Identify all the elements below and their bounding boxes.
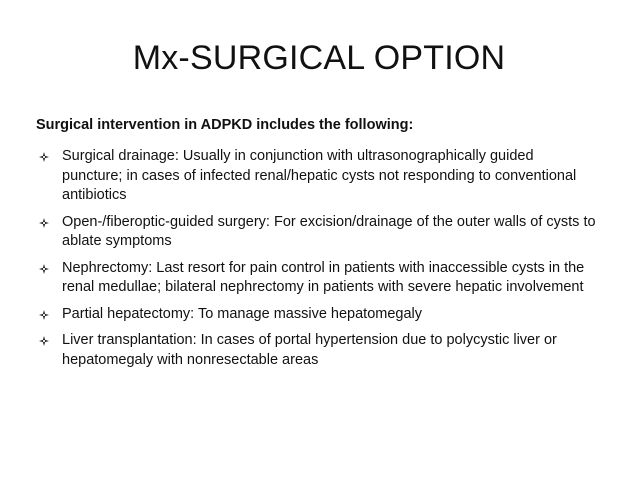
bullet-text: Partial hepatectomy: To manage massive hepatomegaly xyxy=(62,305,423,322)
bullet-text: Nephrectomy: Last resort for pain control in patients with inaccessible cysts in the renal medullae; bilateral nephrectomy in patients with severe hepatic involvement xyxy=(62,259,585,295)
four-diamond-bullet-icon xyxy=(38,332,50,350)
bullet-item xyxy=(36,305,596,325)
bullet-item xyxy=(36,259,596,298)
bullet-item xyxy=(36,331,596,370)
bullet-text: Liver transplantation: In cases of portal hypertension due to polycystic liver or hepatomegaly with nonresectable areas xyxy=(62,332,557,368)
bullet-text: Surgical drainage: Usually in conjunction with ultrasonographically guided puncture; in cases of infected renal/hepatic cysts not responding to conventional antibiotics xyxy=(62,148,577,203)
four-diamond-bullet-icon xyxy=(38,306,50,324)
slide-title: Mx-SURGICAL OPTION xyxy=(132,39,506,77)
four-diamond-bullet-icon xyxy=(38,214,50,232)
intro-text: Surgical intervention in ADPKD includes the following: xyxy=(36,117,414,133)
bullet-text: Open-/fiberoptic-guided surgery: For excision/drainage of the outer walls of cysts to ablate symptoms xyxy=(62,213,596,249)
bullet-list xyxy=(36,147,596,370)
slide-content xyxy=(36,116,596,377)
four-diamond-bullet-icon xyxy=(38,260,50,278)
bullet-item xyxy=(36,147,596,206)
four-diamond-bullet-icon xyxy=(38,148,50,166)
bullet-item xyxy=(36,213,596,252)
